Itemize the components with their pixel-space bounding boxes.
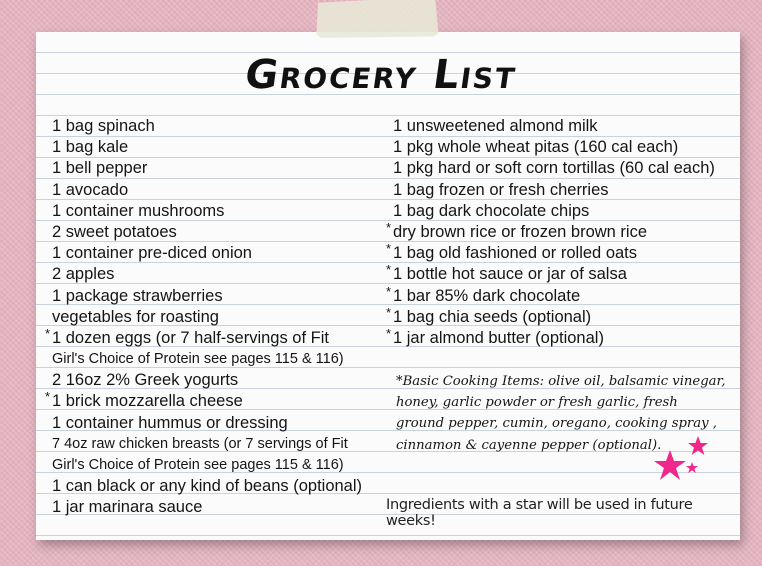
list-item-label: 1 bag dark chocolate chips	[393, 201, 590, 220]
list-item	[52, 307, 392, 328]
list-item-label: 2 apples	[52, 265, 115, 284]
list-item	[386, 243, 736, 264]
list-item	[52, 434, 392, 455]
list-item-label: 1 unsweetened almond milk	[393, 117, 598, 135]
list-item	[386, 137, 736, 158]
star-marker: *	[386, 219, 392, 235]
cooking-items-note: *Basic Cooking Items: olive oil, balsamic vinegar, honey, garlic powder or fresh garlic, fresh ground pepper, cumin, oregano, cooking spray , cinnamon & cayenne pepper (optional).	[396, 374, 726, 453]
star-marker: *	[386, 241, 392, 257]
list-item-label: 1 container pre-diced onion	[52, 244, 252, 263]
list-item	[386, 264, 736, 285]
list-item	[52, 264, 392, 285]
list-item	[52, 222, 392, 243]
list-item-label: 1 pkg hard or soft corn tortillas (60 cal each)	[393, 159, 715, 178]
list-item	[386, 116, 736, 137]
list-item-label: 1 dozen eggs (or 7 half-servings of Fit	[52, 328, 329, 347]
list-item-label: 1 avocado	[52, 180, 129, 199]
page-title: Grocery List	[242, 52, 520, 98]
tape-strip	[315, 0, 438, 40]
list-item-label: 1 jar almond butter (optional)	[393, 328, 604, 347]
list-item	[45, 389, 392, 412]
list-item-label: 1 bag old fashioned or rolled oats	[393, 244, 638, 263]
list-item-label: 1 container mushrooms	[52, 201, 225, 220]
star-marker: *	[45, 325, 51, 341]
list-item	[386, 325, 736, 349]
list-item-label: 2 16oz 2% Greek yogurts	[52, 371, 239, 390]
list-item	[386, 180, 736, 201]
list-item-label: 1 container hummus or dressing	[52, 413, 288, 432]
list-item-label: 2 sweet potatoes	[52, 222, 177, 241]
list-item	[52, 349, 392, 370]
list-item-label: Girl's Choice of Protein see pages 115 & 116)	[52, 351, 344, 368]
list-item	[386, 283, 736, 307]
list-item-label: 1 jar marinara sauce	[52, 498, 203, 517]
list-item	[386, 219, 736, 243]
list-item-label: 1 bell pepper	[52, 159, 148, 178]
list-item	[52, 370, 392, 391]
list-item	[52, 497, 392, 518]
list-item	[52, 137, 392, 158]
list-item-label: 1 bag kale	[52, 138, 129, 157]
star-marker: *	[386, 325, 392, 341]
right-column	[386, 116, 736, 349]
list-item	[52, 476, 392, 497]
list-item-label: 1 brick mozzarella cheese	[52, 392, 243, 411]
left-column	[45, 116, 392, 519]
list-item-label: 1 bottle hot sauce or jar of salsa	[393, 265, 627, 284]
list-item-label: 1 bag frozen or fresh cherries	[393, 180, 609, 199]
footer-note: Ingredients with a star will be used in future weeks!	[386, 497, 693, 529]
list-item-label: dry brown rice or frozen brown rice	[393, 222, 648, 241]
list-item-label: Girl's Choice of Protein see pages 115 & 116)	[52, 457, 344, 473]
list-item-label: 1 pkg whole wheat pitas (160 cal each)	[393, 138, 679, 157]
list-item	[386, 201, 736, 222]
star-marker: *	[45, 389, 51, 405]
list-item	[52, 158, 392, 179]
list-item	[386, 304, 736, 328]
list-item	[52, 180, 392, 201]
pink-stars-icon	[648, 436, 718, 484]
list-item	[52, 413, 392, 434]
list-item-label: vegetables for roasting	[52, 307, 219, 326]
list-item-label: 1 package strawberries	[52, 286, 223, 305]
star-marker: *	[386, 304, 392, 320]
list-item	[52, 455, 392, 476]
list-item-label: 1 can black or any kind of beans (optional)	[52, 477, 363, 496]
list-item-label: 1 bag spinach	[52, 117, 155, 135]
list-item-label: 7 4oz raw chicken breasts (or 7 servings of Fit	[52, 435, 348, 452]
list-item	[45, 325, 392, 349]
list-item	[52, 286, 392, 307]
list-item	[52, 116, 392, 137]
list-item-label: 1 bag chia seeds (optional)	[393, 307, 592, 326]
star-marker: *	[386, 283, 392, 299]
list-item-label: 1 bar 85% dark chocolate	[393, 286, 581, 305]
list-item	[52, 201, 392, 222]
star-marker: *	[386, 262, 392, 278]
list-item	[52, 243, 392, 264]
list-item	[386, 158, 736, 179]
